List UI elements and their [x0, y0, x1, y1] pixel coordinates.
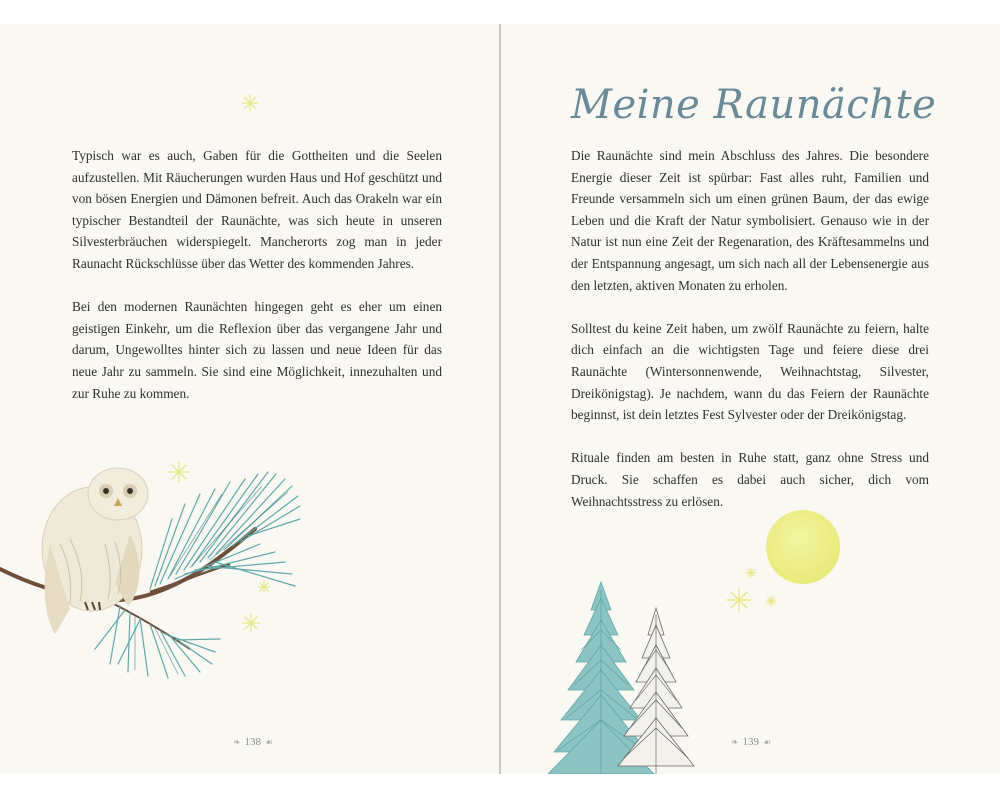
- star-icon: [726, 587, 752, 613]
- page-heading: Meine Raunächte: [571, 82, 937, 128]
- right-paragraph-2: Solltest du keine Zeit haben, um zwölf Raunächte zu feiern, halte dich einfach an die wichtigsten Tage und feiere diese drei Raunächte (Wintersonnenwende, Weihnachtstag, Silvester, Dreikönigstag). Je nachdem, wann du das Feiern der Raunächte beginnst, ist dein letztes Fest Sylvester oder der Dreikönigstag.: [571, 320, 929, 423]
- book-spread: [0, 24, 1000, 774]
- left-page: [0, 24, 499, 774]
- right-page: [501, 24, 1000, 774]
- star-icon: [241, 613, 261, 633]
- right-paragraph-3: Rituale finden am besten in Ruhe statt, ganz ohne Stress und Druck. Sie schaffen es dabei auch sicher, dich vom Weihnachtsstress zu erlösen.: [571, 450, 929, 509]
- ornament-icon: ❧: [233, 737, 241, 747]
- star-icon: [168, 461, 190, 483]
- page-number-value: 138: [244, 736, 262, 748]
- left-page-text: [72, 145, 442, 426]
- left-paragraph-1: Typisch war es auch, Gaben für die Gottheiten und die Seelen aufzustellen. Mit Räucherungen wurden Haus und Hof geschützt und von bösen Energien und Dämonen befreit. Auch das Orakeln war ein typischer Bestandteil der Raunächte, was sich heute in unseren Silvesterbräuchen widerspiegelt. Mancherorts zog man in jeder Raunacht Rückschlüsse über das Wetter des kommenden Jahres.: [72, 148, 442, 271]
- left-paragraph-2: Bei den modernen Raunächten hingegen geht es eher um einen geistigen Einkehr, um die Reflexion über das vergangene Jahr und darum, Ungewolltes hinter sich zu lassen und neue Ideen für das neue Jahr zu sammeln. Sie sind eine Möglichkeit, innezuhalten und zur Ruhe zu kommen.: [72, 299, 442, 401]
- ornament-icon: ☙: [265, 737, 274, 747]
- page-number-value: 139: [742, 736, 760, 748]
- fir-trees-illustration: [536, 580, 706, 774]
- star-icon: [241, 94, 259, 112]
- ornament-icon: ☙: [763, 737, 772, 747]
- page-number: [229, 736, 277, 748]
- right-paragraph-1: Die Raunächte sind mein Abschluss des Jahres. Die besondere Energie dieser Zeit ist spürbar: Fast alles ruht, Familien und Freunde versammeln sich um einen grünen Baum, der das ewige Leben und die Kraft der Natur symbolisiert. Genauso wie in der Natur ist nun eine Zeit der Regenaration, des Kräftesammelns und der Entspannung angesagt, um sich nach all der Lebensenergie aus den letzten, aktiven Monaten zu erholen.: [571, 148, 929, 293]
- ornament-icon: ❧: [731, 737, 739, 747]
- right-page-text: [571, 145, 929, 534]
- star-icon: [765, 595, 777, 607]
- page-number: [727, 736, 775, 748]
- moon-illustration: [764, 508, 842, 586]
- star-icon: [745, 567, 757, 579]
- star-icon: [257, 580, 271, 594]
- owl-illustration: [0, 434, 320, 694]
